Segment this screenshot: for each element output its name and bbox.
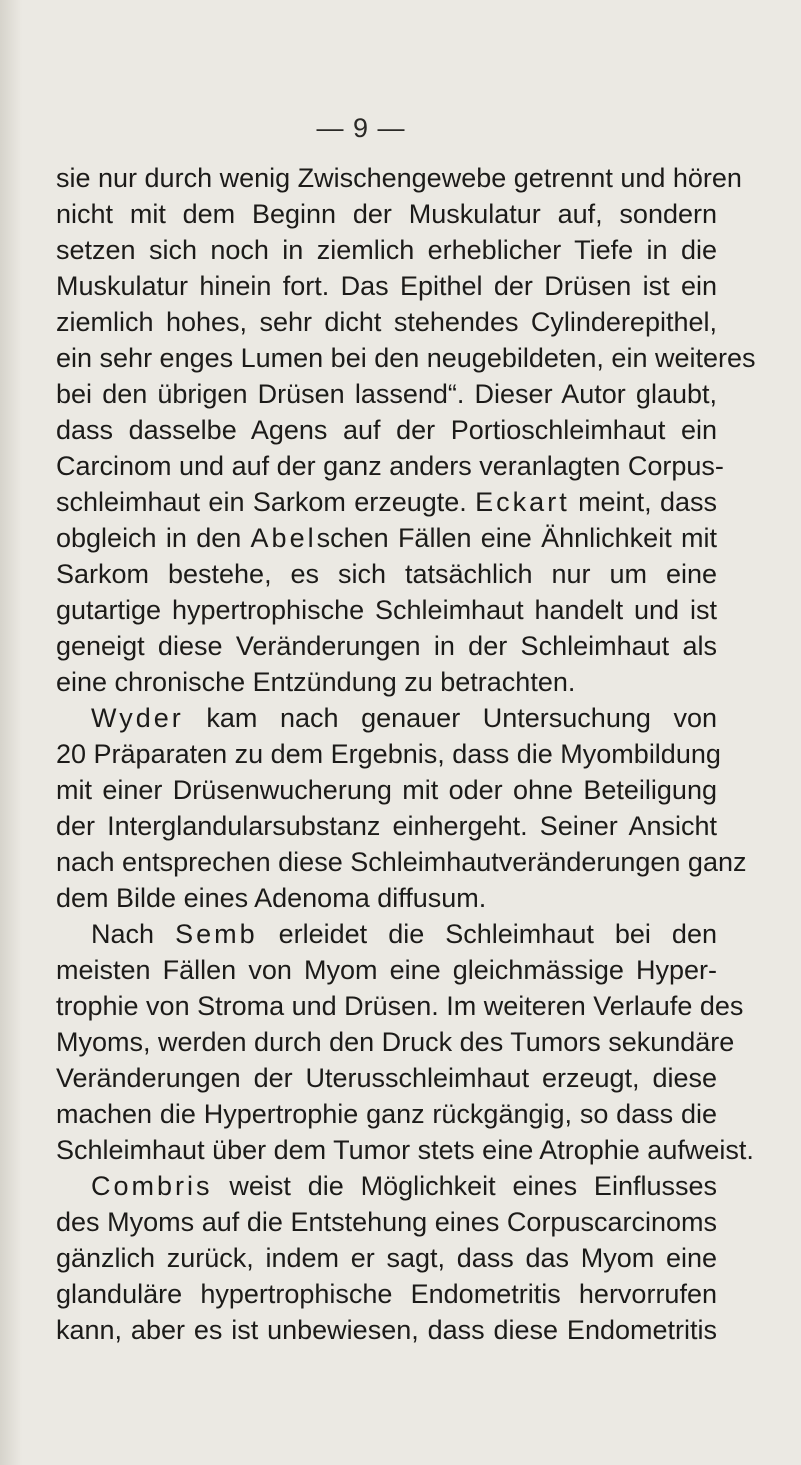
page-edge-shadow — [0, 0, 22, 1465]
text-run: des Myoms auf die Entstehung eines Corpuscarcinoms — [56, 1207, 717, 1237]
author-name: Semb — [175, 919, 258, 949]
text-line — [56, 556, 717, 592]
text-line — [56, 664, 717, 700]
paragraph — [56, 1168, 717, 1348]
text-run: sie nur durch wenig Zwischengewebe getrennt und hören — [56, 163, 742, 193]
text-line — [56, 808, 717, 844]
text-line — [56, 1168, 717, 1204]
author-name: Combris — [91, 1171, 213, 1201]
text-run: dass dasselbe Agens auf der Portioschleimhaut ein — [56, 415, 717, 445]
text-line — [56, 880, 717, 916]
body-text — [56, 160, 756, 1348]
text-line — [56, 232, 717, 268]
text-line — [56, 988, 744, 1024]
text-line — [56, 520, 717, 556]
text-run: gänzlich zurück, indem er sagt, dass das Myom eine — [56, 1243, 717, 1273]
text-line — [56, 1096, 717, 1132]
text-line — [56, 1276, 717, 1312]
text-run: meint, dass — [569, 487, 717, 517]
text-line — [56, 700, 717, 736]
text-run: Veränderungen der Uterusschleimhaut erzeugt, diese — [56, 1063, 717, 1093]
author-name: Wyder — [91, 703, 184, 733]
text-run: glanduläre hypertrophische Endometritis hervorrufen — [56, 1279, 717, 1309]
text-line — [56, 1024, 735, 1060]
text-run: obgleich in den — [56, 523, 251, 553]
text-line — [56, 376, 717, 412]
paragraph — [56, 700, 747, 916]
text-run: der Interglandularsubstanz einhergeht. Seiner Ansicht — [56, 811, 717, 841]
author-name: Abel — [250, 523, 317, 553]
paragraph — [56, 916, 754, 1168]
text-line — [56, 844, 747, 880]
text-run: bei den übrigen Drüsen lassend“. Dieser Autor glaubt, — [56, 379, 717, 409]
text-line — [56, 484, 717, 520]
paragraph — [56, 160, 756, 700]
text-line — [56, 1312, 717, 1348]
text-line — [56, 916, 717, 952]
text-run: nicht mit dem Beginn der Muskulatur auf, sondern — [56, 199, 717, 229]
text-line — [56, 1240, 717, 1276]
text-line — [56, 304, 717, 340]
text-run: erleidet die Schleimhaut bei den — [257, 919, 717, 949]
text-line — [56, 160, 742, 196]
text-run: schleimhaut ein Sarkom erzeugte. — [56, 487, 476, 517]
text-run: nach entsprechen diese Schleimhautveränderungen ganz — [56, 847, 747, 877]
text-line — [56, 772, 717, 808]
text-line — [56, 412, 717, 448]
text-run: geneigt diese Veränderungen in der Schleimhaut als — [56, 631, 717, 661]
text-run: ein sehr enges Lumen bei den neugebildeten, ein weiteres — [56, 343, 756, 373]
text-line — [56, 1060, 717, 1096]
page-number: — 9 — — [316, 113, 406, 143]
text-run: schen Fällen eine Ähnlichkeit mit — [316, 523, 717, 553]
text-run: kam nach genauer Untersuchung von — [183, 703, 717, 733]
text-run: gutartige hypertrophische Schleimhaut handelt und ist — [56, 595, 717, 625]
text-line — [56, 196, 717, 232]
text-line — [56, 1204, 717, 1240]
text-run: Nach — [91, 919, 176, 949]
text-run: 20 Präparaten zu dem Ergebnis, dass die Myombildung — [56, 739, 721, 769]
author-name: Eckart — [475, 487, 570, 517]
text-run: Myoms, werden durch den Druck des Tumors sekundäre — [56, 1027, 735, 1057]
text-run: dem Bilde eines Adenoma diffusum. — [56, 883, 487, 913]
text-run: Carcinom und auf der ganz anders veranlagten Corpus- — [56, 451, 724, 481]
text-line — [56, 736, 721, 772]
text-line — [56, 628, 717, 664]
text-line — [56, 1132, 754, 1168]
text-run: meisten Fällen von Myom eine gleichmässige Hyper- — [56, 955, 717, 985]
text-run: weist die Möglichkeit eines Einflusses — [212, 1171, 717, 1201]
text-line — [56, 340, 756, 376]
text-run: Schleimhaut über dem Tumor stets eine Atrophie aufweist. — [56, 1135, 754, 1165]
text-run: Muskulatur hinein fort. Das Epithel der Drüsen ist ein — [56, 271, 717, 301]
text-run: mit einer Drüsenwucherung mit oder ohne Beteiligung — [56, 775, 717, 805]
text-line — [56, 592, 717, 628]
text-line — [56, 448, 724, 484]
text-run: setzen sich noch in ziemlich erheblicher Tiefe in die — [56, 235, 717, 265]
text-run: eine chronische Entzündung zu betrachten. — [56, 667, 576, 697]
text-run: ziemlich hohes, sehr dicht stehendes Cylinderepithel, — [56, 307, 717, 337]
text-run: kann, aber es ist unbewiesen, dass diese Endometritis — [56, 1315, 717, 1345]
text-run: Sarkom bestehe, es sich tatsächlich nur um eine — [56, 559, 717, 589]
text-line — [56, 952, 717, 988]
text-run: trophie von Stroma und Drüsen. Im weiteren Verlaufe des — [56, 991, 744, 1021]
text-line — [56, 268, 717, 304]
text-run: machen die Hypertrophie ganz rückgängig, so dass die — [56, 1099, 717, 1129]
